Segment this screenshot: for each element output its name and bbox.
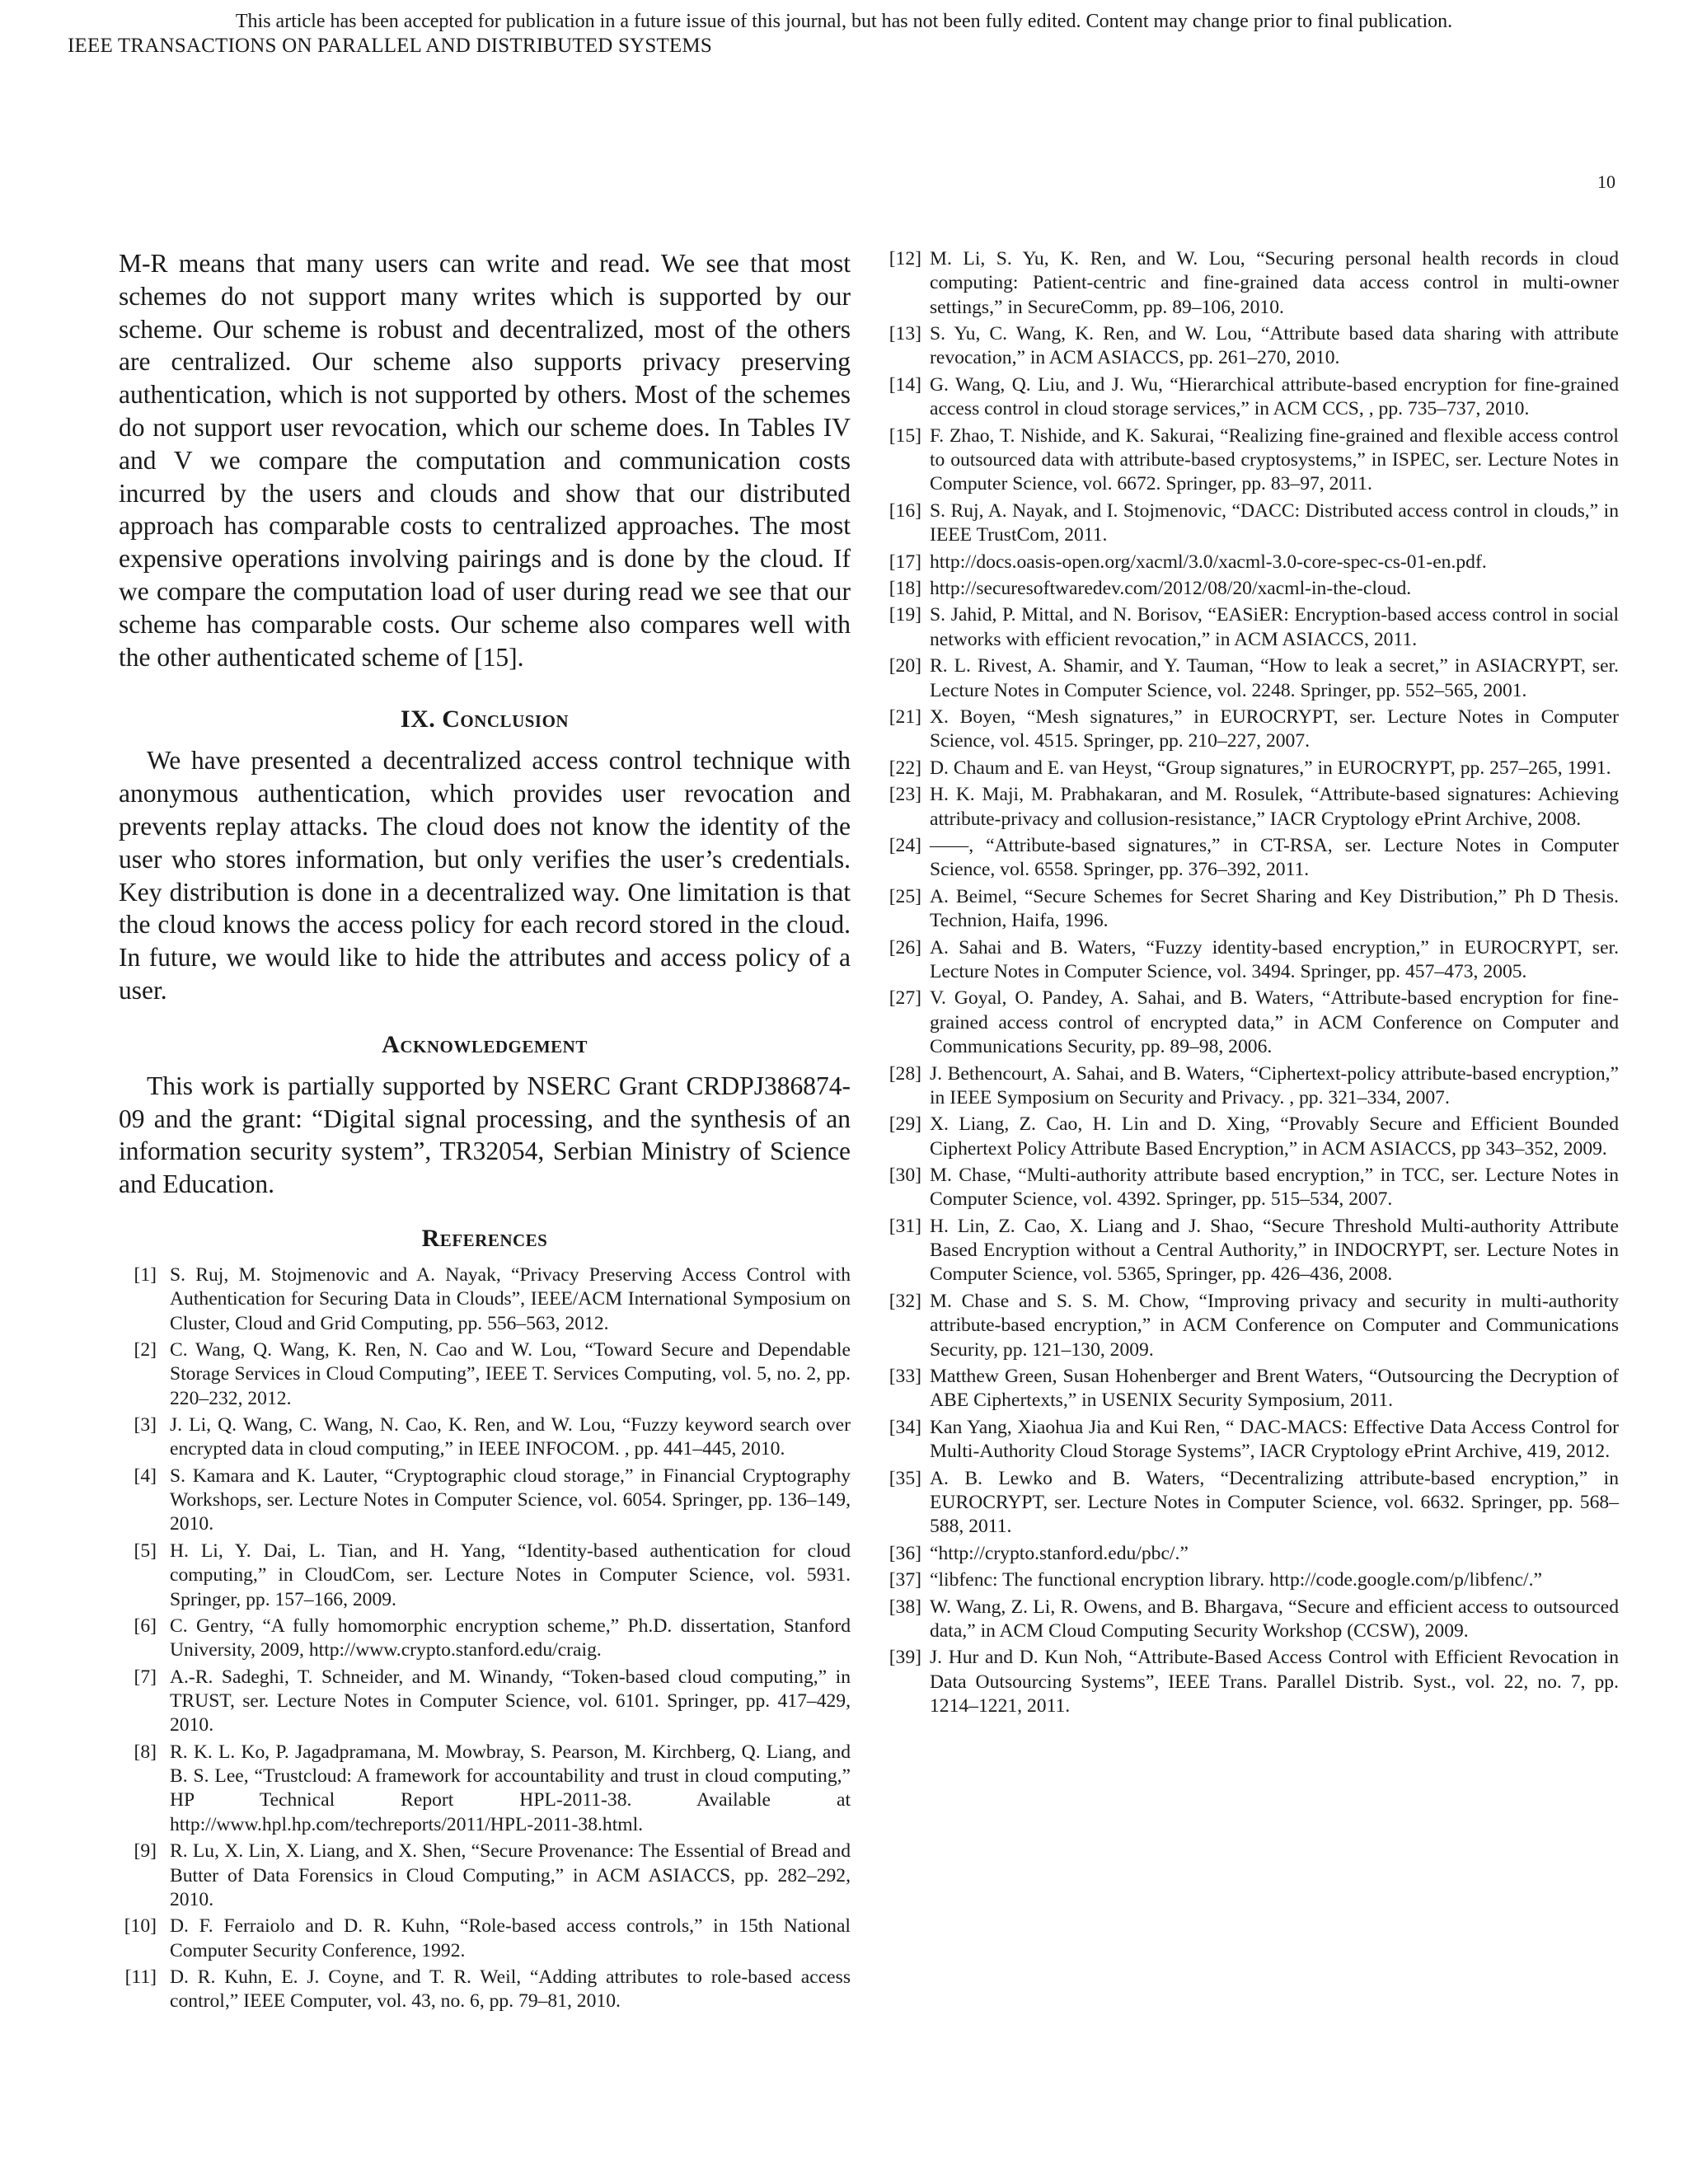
reference-number: [24]	[889, 835, 921, 857]
reference-text: M. Chase, “Multi-authority attribute based encryption,” in TCC, ser. Lecture Notes in Computer Science, vol. 4392. Springer, pp. 515–534, 2007.	[930, 1165, 1619, 1211]
reference-number: [39]	[889, 1647, 921, 1669]
reference-item	[880, 551, 1619, 574]
reference-item	[880, 1467, 1619, 1540]
journal-title: IEEE TRANSACTIONS ON PARALLEL AND DISTRIBUTED SYSTEMS	[68, 35, 712, 57]
reference-text: F. Zhao, T. Nishide, and K. Sakurai, “Realizing fine-grained and flexible access control to outsourced data with attribute-based cryptosystems,” in ISPEC, ser. Lecture Notes in Computer Science, vol. 6672. Springer, pp. 83–97, 2011.	[930, 424, 1619, 495]
reference-item	[119, 1966, 851, 2014]
reference-number: [20]	[889, 655, 921, 677]
reference-item	[880, 1062, 1619, 1111]
acceptance-notice: This article has been accepted for publication in a future issue of this journal, but has not been fully edited. Content may change prior to final publication.	[235, 11, 1453, 32]
reference-number: [15]	[889, 424, 921, 447]
reference-number: [33]	[889, 1366, 921, 1387]
reference-text: X. Boyen, “Mesh signatures,” in EUROCRYPT, ser. Lecture Notes in Computer Science, vol. 4515. Springer, pp. 210–227, 2007.	[930, 706, 1619, 752]
reference-text: http://docs.oasis-open.org/xacml/3.0/xacml-3.0-core-spec-cs-01-en.pdf.	[930, 551, 1487, 573]
reference-item	[880, 936, 1619, 985]
reference-text: “libfenc: The functional encryption library. http://code.google.com/p/libfenc/.”	[930, 1569, 1542, 1591]
reference-number: [1]	[134, 1263, 157, 1286]
reference-number: [4]	[134, 1465, 157, 1487]
references-list-left	[119, 1263, 851, 2014]
reference-text: S. Yu, C. Wang, K. Ren, and W. Lou, “Attribute based data sharing with attribute revocation,” in ACM ASIACCS, pp. 261–270, 2010.	[930, 323, 1619, 369]
reference-item	[119, 1338, 851, 1411]
right-column	[880, 247, 1619, 1721]
reference-item	[119, 1741, 851, 1837]
reference-item	[880, 1646, 1619, 1718]
reference-item	[880, 654, 1619, 703]
reference-item	[880, 373, 1619, 422]
reference-item	[880, 705, 1619, 754]
reference-text: V. Goyal, O. Pandey, A. Sahai, and B. Waters, “Attribute-based encryption for fine-grained access control of encrypted data,” in ACM Conference on Computer and Communications Security, pp. 89–98, 2006.	[930, 987, 1619, 1058]
intro-paragraph: M-R means that many users can write and read. We see that most schemes do not support many writes which is supported by our scheme. Our scheme is robust and decentralized, most of the others are centralized. Our scheme also supports privacy preserving authentication, which is not supported by others. Most of the schemes do not support user revocation, which our scheme does. In Tables IV and V we compare the computation and communication costs incurred by the users and clouds and show that our distributed approach has comparable costs to centralized approaches. The most expensive operations involving pairings and is done by the cloud. If we compare the computation load of user during read we see that our scheme has comparable costs. Our scheme also compares well with the other authenticated scheme of [15].	[119, 249, 851, 672]
reference-number: [3]	[134, 1414, 157, 1436]
left-column	[119, 247, 851, 2017]
reference-text: S. Jahid, P. Mittal, and N. Borisov, “EASiER: Encryption-based access control in social networks with efficient revocation,” in ACM ASIACCS, 2011.	[930, 604, 1619, 650]
reference-text: D. Chaum and E. van Heyst, “Group signatures,” in EUROCRYPT, pp. 257–265, 1991.	[930, 757, 1611, 779]
reference-number: [10]	[124, 1915, 157, 1938]
reference-number: [17]	[889, 551, 921, 573]
reference-text: C. Gentry, “A fully homomorphic encryption scheme,” Ph.D. dissertation, Stanford University, 2009, http://www.crypto.stanford.edu/craig.	[170, 1615, 851, 1661]
reference-text: A. B. Lewko and B. Waters, “Decentralizing attribute-based encryption,” in EUROCRYPT, ser. Lecture Notes in Computer Science, vol. 6632. Springer, pp. 568–588, 2011.	[930, 1467, 1619, 1538]
reference-number: [27]	[889, 987, 921, 1010]
reference-item	[119, 1666, 851, 1738]
reference-item	[880, 247, 1619, 320]
reference-number: [7]	[134, 1666, 157, 1688]
reference-text: A. Beimel, “Secure Schemes for Secret Sharing and Key Distribution,” Ph D Thesis. Technion, Haifa, 1996.	[930, 885, 1619, 932]
reference-item	[880, 577, 1619, 601]
reference-text: D. F. Ferraiolo and D. R. Kuhn, “Role-based access controls,” in 15th National Computer Security Conference, 1992.	[170, 1915, 851, 1961]
reference-number: [38]	[889, 1596, 921, 1618]
reference-item	[880, 1215, 1619, 1287]
reference-number: [29]	[889, 1113, 921, 1136]
reference-item	[880, 1596, 1619, 1644]
reference-number: [14]	[889, 373, 921, 396]
reference-item	[119, 1915, 851, 1963]
reference-number: [13]	[889, 323, 921, 345]
reference-text: H. Lin, Z. Cao, X. Liang and J. Shao, “Secure Threshold Multi-authority Attribute Based Encryption without a Central Authority,” in INDOCRYPT, ser. Lecture Notes in Computer Science, vol. 5365, Springer, pp. 426–436, 2008.	[930, 1215, 1619, 1286]
reference-text: J. Li, Q. Wang, C. Wang, N. Cao, K. Ren, and W. Lou, “Fuzzy keyword search over encrypted data in cloud computing,” in IEEE INFOCOM. , pp. 441–445, 2010.	[170, 1414, 851, 1460]
reference-number: [18]	[889, 577, 921, 599]
reference-item	[880, 1416, 1619, 1465]
reference-text: R. Lu, X. Lin, X. Liang, and X. Shen, “Secure Provenance: The Essential of Bread and Butter of Data Forensics in Cloud Computing,” in ACM ASIACCS, pp. 282–292, 2010.	[170, 1840, 851, 1910]
reference-number: [22]	[889, 757, 921, 779]
reference-text: S. Ruj, M. Stojmenovic and A. Nayak, “Privacy Preserving Access Control with Authentication for Securing Data in Clouds”, IEEE/ACM International Symposium on Cluster, Cloud and Grid Computing, pp. 556–563, 2012.	[170, 1263, 851, 1334]
conclusion-heading: IX. Conclusion	[400, 705, 570, 733]
reference-number: [31]	[889, 1215, 921, 1237]
reference-number: [23]	[889, 784, 921, 806]
reference-item	[880, 499, 1619, 548]
reference-item	[880, 783, 1619, 832]
reference-item	[119, 1840, 851, 1912]
reference-item	[880, 1113, 1619, 1161]
reference-text: M. Chase and S. S. M. Chow, “Improving privacy and security in multi-authority attribute-based encryption,” in ACM Conference on Computer and Communications Security, pp. 121–130, 2009.	[930, 1290, 1619, 1361]
reference-text: G. Wang, Q. Liu, and J. Wu, “Hierarchical attribute-based encryption for fine-grained access control in cloud storage services,” in ACM CCS, , pp. 735–737, 2010.	[930, 373, 1619, 420]
reference-item	[880, 424, 1619, 497]
reference-number: [37]	[889, 1569, 921, 1591]
reference-text: A. Sahai and B. Waters, “Fuzzy identity-based encryption,” in EUROCRYPT, ser. Lecture Notes in Computer Science, vol. 3494. Springer, pp. 457–473, 2005.	[930, 936, 1619, 982]
reference-number: [28]	[889, 1062, 921, 1085]
reference-number: [34]	[889, 1416, 921, 1438]
reference-number: [6]	[134, 1615, 157, 1638]
reference-number: [21]	[889, 706, 921, 729]
reference-text: J. Hur and D. Kun Noh, “Attribute-Based Access Control with Efficient Revocation in Data Outsourcing Systems”, IEEE Trans. Parallel Distrib. Syst., vol. 22, no. 7, pp. 1214–1221, 2011.	[930, 1647, 1619, 1717]
reference-item	[880, 1542, 1619, 1566]
page-number: 10	[1597, 171, 1615, 192]
reference-text: H. K. Maji, M. Prabhakaran, and M. Rosulek, “Attribute-based signatures: Achieving attribute-privacy and collusion-resistance,” IACR Cryptology ePrint Archive, 2008.	[930, 784, 1619, 830]
reference-item	[880, 834, 1619, 883]
reference-number: [5]	[134, 1540, 157, 1562]
reference-text: A.-R. Sadeghi, T. Schneider, and M. Winandy, “Token-based cloud computing,” in TRUST, ser. Lecture Notes in Computer Science, vol. 6101. Springer, pp. 417–429, 2010.	[170, 1666, 851, 1736]
reference-item	[119, 1263, 851, 1336]
reference-item	[880, 757, 1619, 780]
reference-item	[880, 987, 1619, 1059]
reference-item	[880, 1568, 1619, 1592]
reference-item	[880, 603, 1619, 652]
reference-item	[880, 885, 1619, 934]
reference-number: [16]	[889, 499, 921, 522]
references-list-right	[880, 247, 1619, 1718]
reference-text: http://securesoftwaredev.com/2012/08/20/xacml-in-the-cloud.	[930, 577, 1412, 599]
reference-item	[880, 1164, 1619, 1212]
conclusion-paragraph: We have presented a decentralized access control technique with anonymous authentication, which provides user revocation and prevents replay attacks. The cloud does not know the identity of the user who stores information, but only verifies the user’s credentials. Key distribution is done in a decentralized way. One limitation is that the cloud knows the access policy for each record stored in the cloud. In future, we would like to hide the attributes and access policy of a user.	[119, 746, 851, 1005]
reference-text: Kan Yang, Xiaohua Jia and Kui Ren, “ DAC-MACS: Effective Data Access Control for Multi-Authority Cloud Storage Systems”, IACR Cryptology ePrint Archive, 419, 2012.	[930, 1416, 1619, 1463]
acknowledgement-paragraph: This work is partially supported by NSERC Grant CRDPJ386874-09 and the grant: “Digital signal processing, and the synthesis of an information security system”, TR32054, Serbian Ministry of Science and Education.	[119, 1071, 851, 1199]
acknowledgement-heading: Acknowledgement	[382, 1030, 588, 1058]
reference-number: [30]	[889, 1165, 921, 1187]
reference-item	[119, 1465, 851, 1537]
reference-text: R. K. L. Ko, P. Jagadpramana, M. Mowbray, S. Pearson, M. Kirchberg, Q. Liang, and B. S. Lee, “Trustcloud: A framework for accountability and trust in cloud computing,” HP Technical Report HPL-2011-38. Available at http://www.hpl.hp.com/techreports/2011/HPL-2011-38.html.	[170, 1741, 851, 1835]
reference-number: [26]	[889, 936, 921, 958]
reference-number: [32]	[889, 1290, 921, 1312]
reference-text: H. Li, Y. Dai, L. Tian, and H. Yang, “Identity-based authentication for cloud computing,” in CloudCom, ser. Lecture Notes in Computer Science, vol. 5931. Springer, pp. 157–166, 2009.	[170, 1540, 851, 1610]
reference-number: [2]	[134, 1339, 157, 1361]
reference-item	[119, 1413, 851, 1462]
reference-number: [35]	[889, 1467, 921, 1489]
reference-number: [9]	[134, 1840, 157, 1863]
references-heading: References	[421, 1224, 548, 1252]
reference-number: [25]	[889, 885, 921, 907]
reference-text: ——, “Attribute-based signatures,” in CT-RSA, ser. Lecture Notes in Computer Science, vol. 6558. Springer, pp. 376–392, 2011.	[930, 835, 1619, 881]
reference-text: W. Wang, Z. Li, R. Owens, and B. Bhargava, “Secure and efficient access to outsourced data,” in ACM Cloud Computing Security Workshop (CCSW), 2009.	[930, 1596, 1619, 1642]
reference-text: M. Li, S. Yu, K. Ren, and W. Lou, “Securing personal health records in cloud computing: Patient-centric and fine-grained data access control in multi-owner settings,” in SecureComm, pp. 89–106, 2010.	[930, 248, 1619, 318]
reference-text: S. Ruj, A. Nayak, and I. Stojmenovic, “DACC: Distributed access control in clouds,” in IEEE TrustCom, 2011.	[930, 499, 1619, 546]
reference-item	[880, 1290, 1619, 1362]
reference-item	[880, 1365, 1619, 1413]
reference-item	[119, 1540, 851, 1612]
reference-number: [36]	[889, 1542, 921, 1564]
reference-number: [19]	[889, 604, 921, 626]
reference-number: [12]	[889, 248, 921, 269]
reference-text: C. Wang, Q. Wang, K. Ren, N. Cao and W. Lou, “Toward Secure and Dependable Storage Services in Cloud Computing”, IEEE T. Services Computing, vol. 5, no. 2, pp. 220–232, 2012.	[170, 1339, 851, 1409]
reference-text: Matthew Green, Susan Hohenberger and Brent Waters, “Outsourcing the Decryption of ABE Ciphertexts,” in USENIX Security Symposium, 2011.	[930, 1366, 1619, 1412]
reference-item	[880, 322, 1619, 371]
reference-text: X. Liang, Z. Cao, H. Lin and D. Xing, “Provably Secure and Efficient Bounded Ciphertext Policy Attribute Based Encryption,” in ACM ASIACCS, pp 343–352, 2009.	[930, 1113, 1619, 1160]
reference-text: S. Kamara and K. Lauter, “Cryptographic cloud storage,” in Financial Cryptography Workshops, ser. Lecture Notes in Computer Science, vol. 6054. Springer, pp. 136–149, 2010.	[170, 1465, 851, 1535]
reference-number: [11]	[124, 1966, 157, 1989]
reference-text: D. R. Kuhn, E. J. Coyne, and T. R. Weil, “Adding attributes to role-based access control,” IEEE Computer, vol. 43, no. 6, pp. 79–81, 2010.	[170, 1966, 851, 2013]
reference-text: R. L. Rivest, A. Shamir, and Y. Tauman, “How to leak a secret,” in ASIACRYPT, ser. Lecture Notes in Computer Science, vol. 2248. Springer, pp. 552–565, 2001.	[930, 655, 1619, 701]
reference-text: J. Bethencourt, A. Sahai, and B. Waters, “Ciphertext-policy attribute-based encryption,” in IEEE Symposium on Security and Privacy. , pp. 321–334, 2007.	[930, 1062, 1619, 1108]
reference-number: [8]	[134, 1741, 157, 1763]
reference-item	[119, 1615, 851, 1663]
reference-text: “http://crypto.stanford.edu/pbc/.”	[930, 1542, 1189, 1564]
